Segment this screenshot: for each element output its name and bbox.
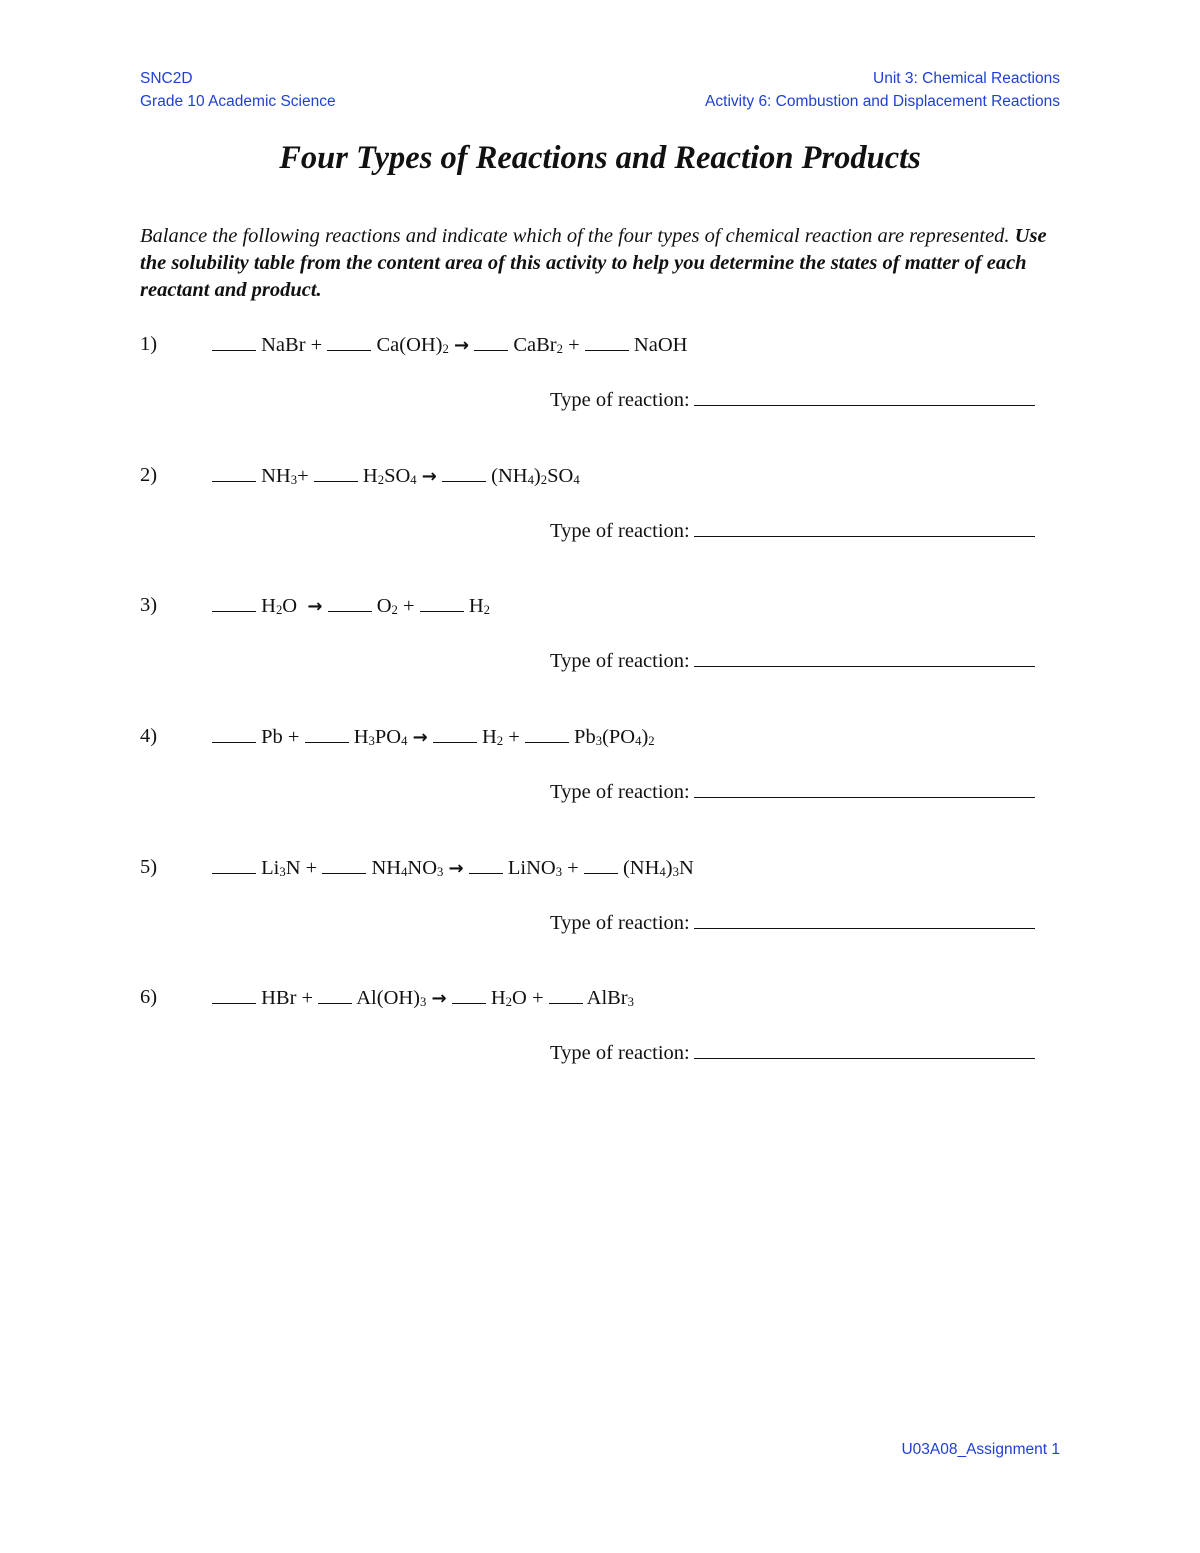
type-of-reaction: [550, 383, 1035, 412]
coefficient-blank[interactable]: [327, 333, 371, 351]
type-of-reaction-answer-line[interactable]: [694, 1036, 1035, 1059]
type-of-reaction-label: Type of reaction:: [550, 781, 690, 803]
equation: $H_2O \to O_2 + H_2$: [212, 594, 490, 618]
type-of-reaction-label: Type of reaction:: [550, 1042, 690, 1064]
type-of-reaction: [550, 1036, 1035, 1065]
footer-assignment-id: U03A08_Assignment 1: [901, 1441, 1060, 1458]
arrow-icon: →: [448, 858, 464, 879]
coefficient-blank[interactable]: [469, 856, 503, 874]
type-of-reaction: [550, 514, 1035, 543]
coefficient-blank[interactable]: [212, 986, 256, 1004]
question-5: [140, 856, 1060, 946]
equation: NaBr + $Ca(OH)_2$ → CaBr$_2$ + NaOH: [212, 333, 687, 357]
coefficient-blank[interactable]: [212, 725, 256, 743]
question-number: 1): [140, 333, 158, 355]
instructions: [140, 223, 1065, 304]
arrow-icon: →: [431, 988, 447, 1009]
question-4: [140, 725, 1060, 815]
coefficient-blank[interactable]: [452, 986, 486, 1004]
coefficient-blank[interactable]: [212, 856, 256, 874]
course-code: SNC2D: [140, 70, 193, 87]
question-6: [140, 986, 1060, 1076]
type-of-reaction: [550, 775, 1035, 804]
type-of-reaction-answer-line[interactable]: [694, 906, 1035, 929]
coefficient-blank[interactable]: [442, 464, 486, 482]
type-of-reaction: [550, 906, 1035, 935]
activity-title: Activity 6: Combustion and Displacement Reactions: [705, 92, 1060, 110]
type-of-reaction-label: Type of reaction:: [550, 912, 690, 934]
equation: HBr + $Al(OH)_3 \to H_2O$ + AlBr$_3$: [212, 986, 634, 1010]
question-number: 6): [140, 986, 158, 1008]
coefficient-blank[interactable]: [585, 333, 629, 351]
coefficient-blank[interactable]: [212, 333, 256, 351]
question-3: [140, 594, 1060, 684]
coefficient-blank[interactable]: [305, 725, 349, 743]
unit-title: Unit 3: Chemical Reactions: [873, 70, 1060, 87]
question-number: 3): [140, 594, 158, 616]
coefficient-blank[interactable]: [525, 725, 569, 743]
page-title: Four Types of Reactions and Reaction Products: [279, 140, 921, 176]
type-of-reaction-answer-line[interactable]: [694, 644, 1035, 667]
coefficient-blank[interactable]: [212, 594, 256, 612]
coefficient-blank[interactable]: [420, 594, 464, 612]
arrow-icon: →: [412, 727, 428, 748]
arrow-icon: →: [421, 466, 437, 487]
coefficient-blank[interactable]: [474, 333, 508, 351]
coefficient-blank[interactable]: [584, 856, 618, 874]
coefficient-blank[interactable]: [212, 464, 256, 482]
equation: $NH_3+ H_2SO_4 \to (NH_4)_2SO_4$: [212, 464, 580, 488]
equation: $Pb + H_3PO_4 \to H_2 + Pb_3(PO_4)_2$: [212, 725, 655, 749]
type-of-reaction-answer-line[interactable]: [694, 383, 1035, 406]
coefficient-blank[interactable]: [322, 856, 366, 874]
type-of-reaction-label: Type of reaction:: [550, 520, 690, 542]
coefficient-blank[interactable]: [549, 986, 583, 1004]
question-number: 2): [140, 464, 158, 486]
header-right: [705, 68, 1060, 113]
coefficient-blank[interactable]: [433, 725, 477, 743]
header-left: [140, 68, 336, 113]
type-of-reaction-answer-line[interactable]: [694, 775, 1035, 798]
question-number: 4): [140, 725, 158, 747]
coefficient-blank[interactable]: [314, 464, 358, 482]
arrow-icon: →: [307, 596, 323, 617]
type-of-reaction-label: Type of reaction:: [550, 650, 690, 672]
arrow-icon: →: [454, 335, 470, 356]
equation: $Li_3N + NH_4NO_3$ → LiNO$_3$ + $(NH_4)_3N$: [212, 856, 694, 880]
type-of-reaction-answer-line[interactable]: [694, 514, 1035, 537]
course-name: Grade 10 Academic Science: [140, 92, 336, 110]
question-2: [140, 464, 1060, 554]
question-1: [140, 333, 1060, 423]
coefficient-blank[interactable]: [318, 986, 352, 1004]
type-of-reaction: [550, 644, 1035, 673]
question-number: 5): [140, 856, 158, 878]
instructions-bold: Use the solubility table from the content area of this activity to help you determine the states of matter of each reactant and product.: [140, 225, 1047, 301]
instructions-italic: Balance the following reactions and indicate which of the four types of chemical reaction are represented.: [140, 225, 1010, 247]
type-of-reaction-label: Type of reaction:: [550, 389, 690, 411]
coefficient-blank[interactable]: [328, 594, 372, 612]
